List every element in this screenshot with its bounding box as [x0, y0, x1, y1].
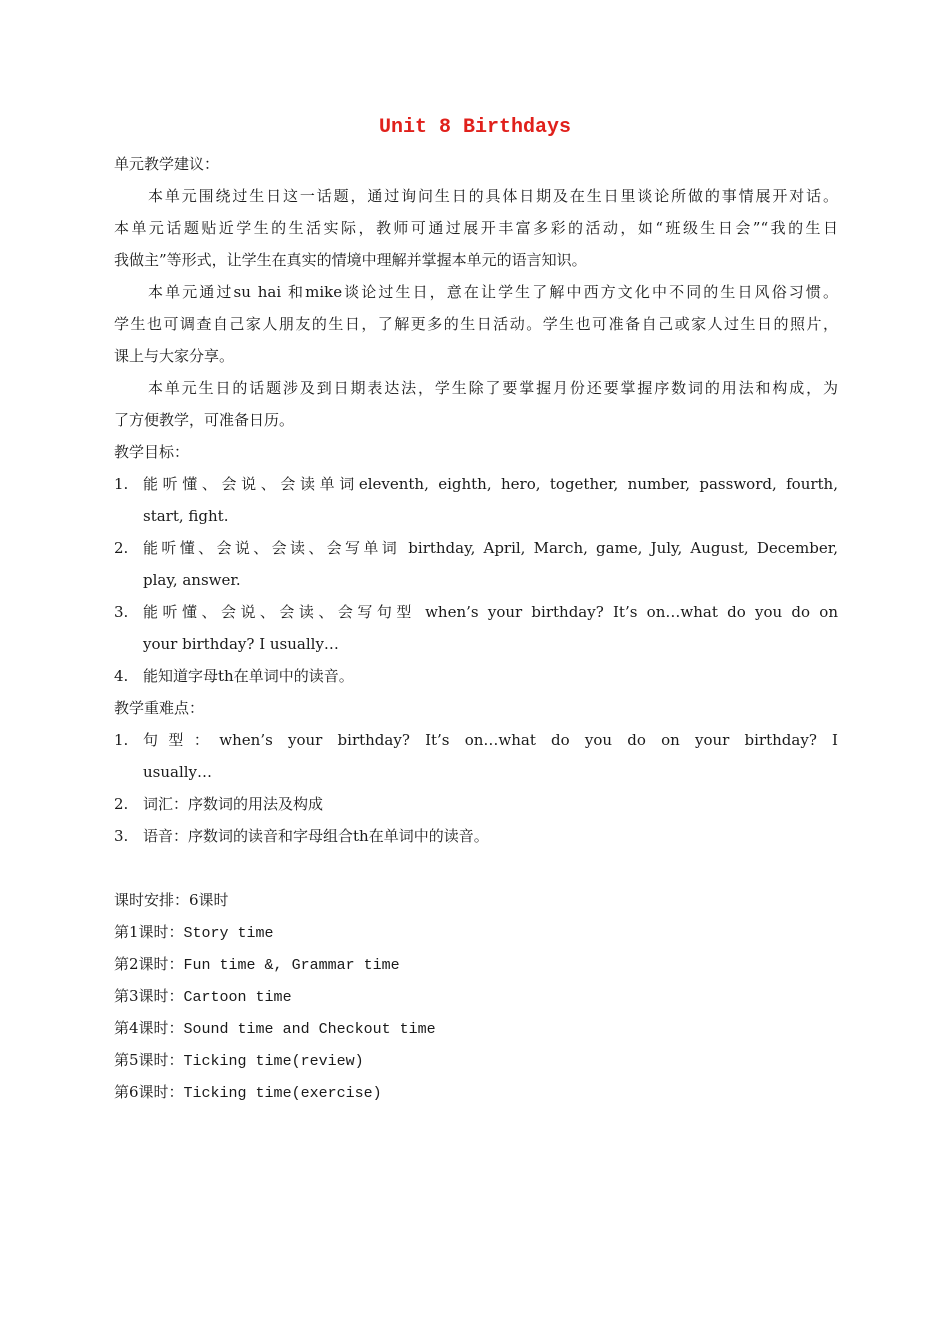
list-item [114, 468, 838, 500]
list-text-continued: your birthday? I usually… [143, 635, 339, 653]
lesson-content: Story time [183, 925, 274, 942]
lesson-content: Ticking time(review) [183, 1053, 364, 1070]
list-number: 4. [114, 667, 129, 685]
lesson-content: Sound time and Checkout time [183, 1021, 436, 1038]
lesson-label: 第2课时： [114, 955, 184, 973]
lesson-label: 第5课时： [114, 1051, 184, 1069]
list-item [114, 788, 838, 820]
list-text: 词汇：序数词的用法及构成 [143, 795, 324, 813]
list-text: 能听懂、会说、会读、会写单词 birthday, April, March, game, July, August, December, [143, 539, 838, 557]
paragraph-line: 本单元围绕过生日这一话题，通过询问生日的具体日期及在生日里谈论所做的事情展开对话。 [148, 187, 838, 205]
list-text: 能听懂、会说、会读单词eleventh, eighth, hero, together, number, password, fourth, [143, 475, 838, 493]
list-number: 1. [114, 475, 129, 493]
list-item [114, 532, 838, 564]
lesson-item [114, 1012, 838, 1044]
spacer [114, 852, 838, 884]
schedule-heading: 课时安排：6课时 [114, 891, 229, 909]
list-number: 2. [114, 539, 129, 557]
list-number: 1. [114, 731, 129, 749]
lesson-item [114, 1076, 838, 1108]
paragraph-line: 我做主”等形式，让学生在真实的情境中理解并掌握本单元的语言知识。 [114, 251, 587, 269]
lesson-content: Cartoon time [183, 989, 292, 1006]
list-text-continued: usually… [143, 763, 213, 781]
suggestions-heading: 单元教学建议： [114, 155, 220, 173]
lesson-label: 第3课时： [114, 987, 184, 1005]
lesson-label: 第4课时： [114, 1019, 184, 1037]
paragraph-line: 了方便教学，可准备日历。 [114, 411, 295, 429]
list-text-continued: start, fight. [143, 507, 229, 525]
list-text-continued: play, answer. [143, 571, 241, 589]
lesson-label: 第6课时： [114, 1083, 184, 1101]
paragraph-line: 本单元话题贴近学生的生活实际，教师可通过展开丰富多彩的活动，如“班级生日会”“我的生日 [114, 219, 838, 237]
paragraph-line: 学生也可调查自己家人朋友的生日，了解更多的生日活动。学生也可准备自己或家人过生日的照片， [114, 315, 838, 333]
list-item [114, 660, 838, 692]
list-number: 3. [114, 827, 129, 845]
lesson-item [114, 916, 838, 948]
list-text: 句型：when’s your birthday? It’s on…what do you do on your birthday? I [143, 731, 838, 749]
paragraph-line: 本单元通过su hai 和mike谈论过生日，意在让学生了解中西方文化中不同的生日风俗习惯。 [148, 283, 838, 301]
document-title: Unit 8 Birthdays [378, 116, 572, 139]
list-text: 能知道字母th在单词中的读音。 [143, 667, 354, 685]
list-item [114, 724, 838, 756]
list-item [114, 596, 838, 628]
lesson-item [114, 980, 838, 1012]
list-number: 3. [114, 603, 129, 621]
list-number: 2. [114, 795, 129, 813]
paragraph-line: 课上与大家分享。 [114, 347, 235, 365]
key-points-heading: 教学重难点： [114, 699, 205, 717]
list-text: 能听懂、会说、会读、会写句型 when’s your birthday? It’s on…what do you do on [143, 603, 838, 621]
lesson-item [114, 948, 838, 980]
document-body [114, 148, 838, 1108]
objectives-heading: 教学目标： [114, 443, 190, 461]
list-text: 语音：序数词的读音和字母组合th在单词中的读音。 [143, 827, 489, 845]
lesson-label: 第1课时： [114, 923, 184, 941]
lesson-item [114, 1044, 838, 1076]
list-item [114, 820, 838, 852]
lesson-content: Ticking time(exercise) [183, 1085, 382, 1102]
lesson-content: Fun time &, Grammar time [183, 957, 400, 974]
paragraph-line: 本单元生日的话题涉及到日期表达法，学生除了要掌握月份还要掌握序数词的用法和构成，为 [148, 379, 838, 397]
